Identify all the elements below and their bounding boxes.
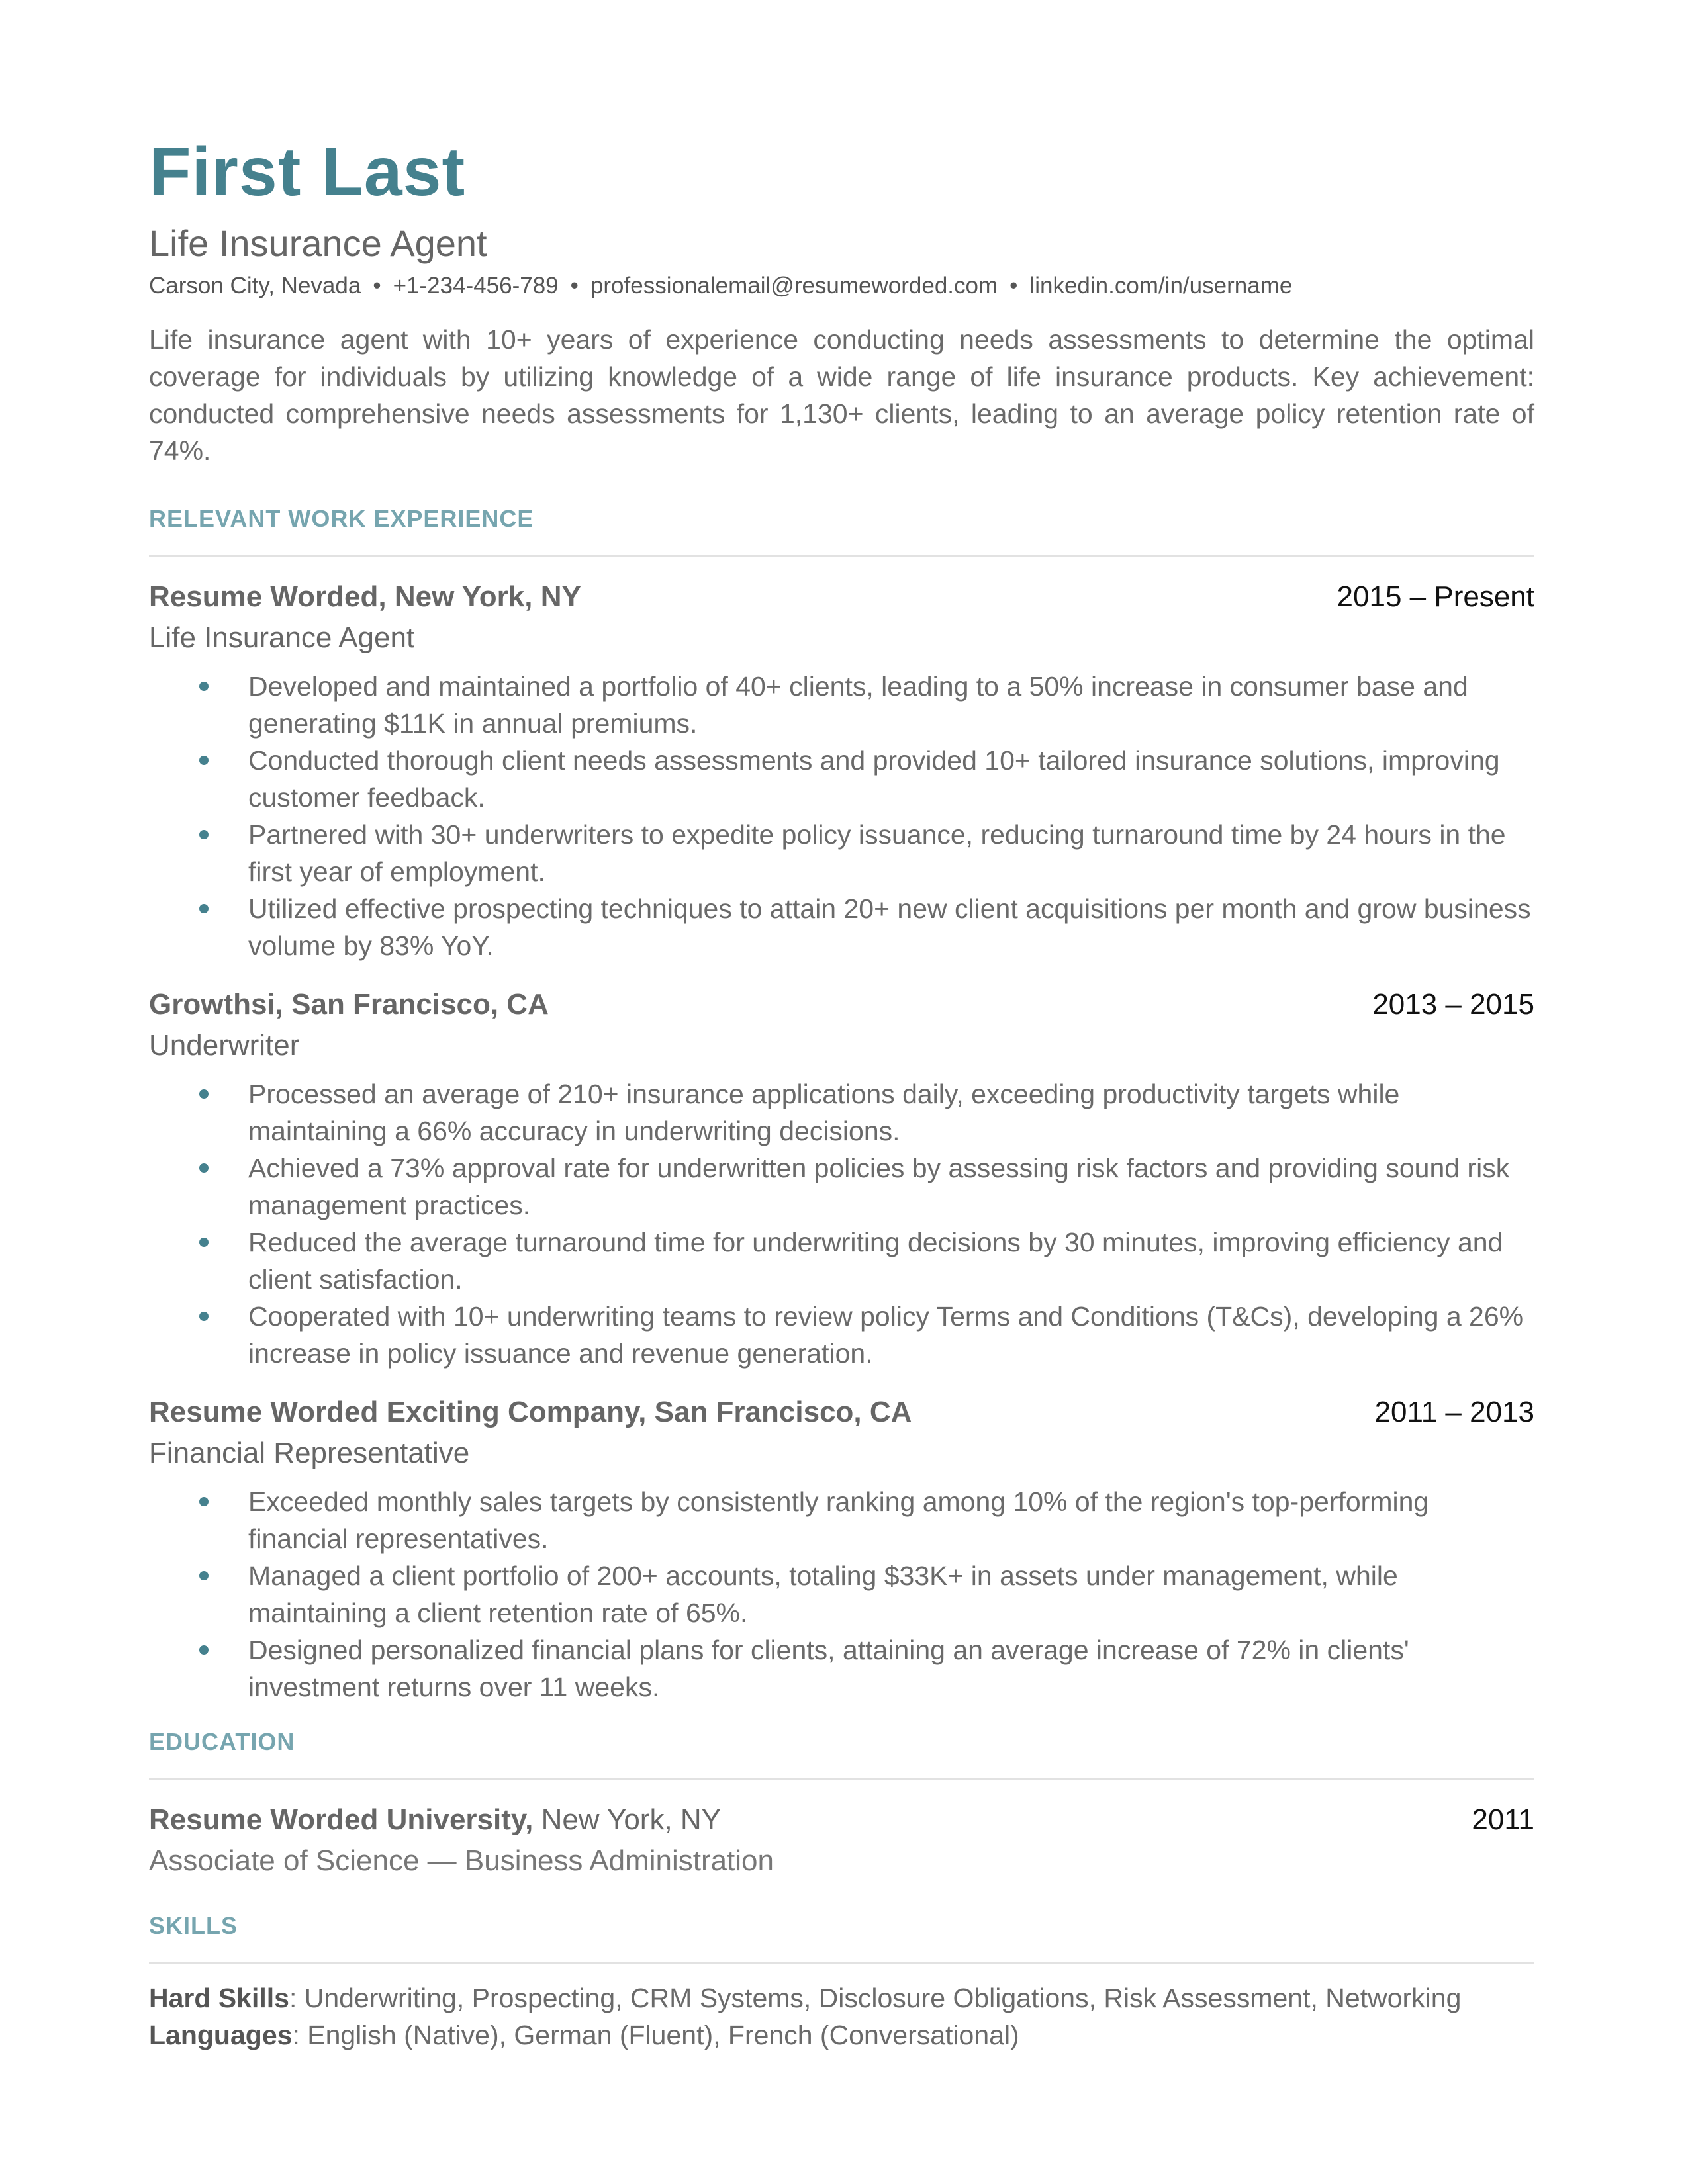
job-title: Life Insurance Agent — [149, 222, 487, 264]
bullet-icon — [199, 1238, 209, 1247]
section-heading-skills: SKILLS — [149, 1912, 238, 1939]
divider — [149, 1778, 1534, 1780]
bullet-text: Managed a client portfolio of 200+ accounts, totaling $33K+ in assets under management, while maintaining a client retention rate of 65%. — [248, 1561, 1398, 1628]
bullet-item — [149, 1075, 1534, 1150]
job-entry — [149, 984, 1534, 1372]
bullet-item — [149, 816, 1534, 890]
skills-block — [149, 1979, 1534, 2054]
bullet-text: Designed personalized financial plans for clients, attaining an average increase of 72% in clients' investment returns over 11 weeks. — [248, 1635, 1409, 1702]
bullet-list — [149, 668, 1534, 964]
school-name: Resume Worded University, — [149, 1803, 534, 1836]
job-role: Underwriter — [149, 1029, 300, 1062]
company: Resume Worded, New York, NY — [149, 580, 581, 613]
bullet-item — [149, 1298, 1534, 1372]
contact-linkedin[interactable]: linkedin.com/in/username — [1029, 273, 1293, 298]
bullet-list — [149, 1075, 1534, 1372]
summary: Life insurance agent with 10+ years of experience conducting needs assessments to determine the optimal coverage for individuals by utilizing knowledge of a wide range of life insurance products. Key achievement: conducted comprehensive needs assessments for 1,130+ clients, leading to an average policy retention rate of 74%. — [149, 324, 1534, 466]
bullet-icon — [199, 1497, 209, 1506]
company: Resume Worded Exciting Company, San Francisco, CA — [149, 1396, 912, 1428]
company: Growthsi, San Francisco, CA — [149, 988, 549, 1021]
bullet-icon — [199, 904, 209, 913]
job-role: Financial Representative — [149, 1437, 470, 1469]
school-location: New York, NY — [541, 1803, 722, 1836]
bullet-icon — [199, 756, 209, 765]
bullet-icon — [199, 1312, 209, 1321]
bullet-text: Conducted thorough client needs assessments and provided 10+ tailored insurance solutions, improving customer feedback. — [248, 745, 1500, 813]
divider — [149, 555, 1534, 557]
job-dates: 2013 – 2015 — [1372, 988, 1534, 1021]
contact-phone: +1-234-456-789 — [393, 273, 559, 298]
candidate-name: First Last — [149, 134, 466, 210]
divider — [149, 1962, 1534, 1964]
job-dates: 2011 – 2013 — [1374, 1396, 1534, 1428]
bullet-item — [149, 1150, 1534, 1224]
graduation-year: 2011 — [1472, 1803, 1534, 1836]
bullet-icon — [199, 1163, 209, 1173]
section-heading-education: EDUCATION — [149, 1728, 295, 1755]
bullet-item — [149, 890, 1534, 964]
contact-line — [149, 269, 1534, 302]
bullet-icon — [199, 682, 209, 691]
bullet-text: Exceeded monthly sales targets by consistently ranking among 10% of the region's top-performing financial representatives. — [248, 1486, 1429, 1554]
bullet-icon — [199, 1571, 209, 1580]
job-entry — [149, 1392, 1534, 1706]
school — [149, 1799, 721, 1841]
bullet-text: Cooperated with 10+ underwriting teams to review policy Terms and Conditions (T&Cs), developing a 26% increase in policy issuance and revenue generation. — [248, 1301, 1524, 1369]
bullet-item — [149, 742, 1534, 816]
bullet-text: Partnered with 30+ underwriters to expedite policy issuance, reducing turnaround time by 24 hours in the first year of employment. — [248, 819, 1506, 887]
job-entry — [149, 576, 1534, 964]
bullet-text: Reduced the average turnaround time for underwriting decisions by 30 minutes, improving efficiency and client satisfaction. — [248, 1227, 1503, 1295]
resume-page — [149, 129, 1534, 2054]
bullet-icon — [199, 1645, 209, 1655]
bullet-item — [149, 1483, 1534, 1557]
languages — [149, 2017, 1534, 2054]
bullet-text: Developed and maintained a portfolio of 40+ clients, leading to a 50% increase in consumer base and generating $11K in annual premiums. — [248, 671, 1468, 739]
bullet-text: Utilized effective prospecting techniques to attain 20+ new client acquisitions per month and grow business volume by 83% YoY. — [248, 893, 1531, 961]
degree: Associate of Science — Business Administration — [149, 1844, 774, 1877]
bullet-list — [149, 1483, 1534, 1706]
separator: • — [373, 273, 381, 298]
contact-email[interactable]: professionalemail@resumeworded.com — [590, 273, 998, 298]
education-entry — [149, 1799, 1534, 1882]
section-heading-experience: RELEVANT WORK EXPERIENCE — [149, 505, 534, 532]
job-dates: 2015 – Present — [1336, 580, 1534, 613]
separator: • — [1009, 273, 1018, 298]
bullet-item — [149, 1631, 1534, 1706]
bullet-item — [149, 668, 1534, 742]
bullet-item — [149, 1557, 1534, 1631]
languages-list: : English (Native), German (Fluent), French (Conversational) — [292, 2020, 1019, 2050]
bullet-text: Achieved a 73% approval rate for underwritten policies by assessing risk factors and providing sound risk management practices. — [248, 1153, 1510, 1220]
hard-skills-label: Hard Skills — [149, 1983, 289, 2013]
contact-location: Carson City, Nevada — [149, 273, 361, 298]
bullet-icon — [199, 1089, 209, 1099]
languages-label: Languages — [149, 2020, 293, 2050]
bullet-text: Processed an average of 210+ insurance applications daily, exceeding productivity targets while maintaining a 66% accuracy in underwriting decisions. — [248, 1079, 1400, 1146]
hard-skills — [149, 1979, 1534, 2017]
job-role: Life Insurance Agent — [149, 621, 415, 654]
bullet-item — [149, 1224, 1534, 1298]
separator: • — [570, 273, 579, 298]
hard-skills-list: : Underwriting, Prospecting, CRM Systems, Disclosure Obligations, Risk Assessment, Networking — [289, 1983, 1462, 2013]
bullet-icon — [199, 830, 209, 839]
